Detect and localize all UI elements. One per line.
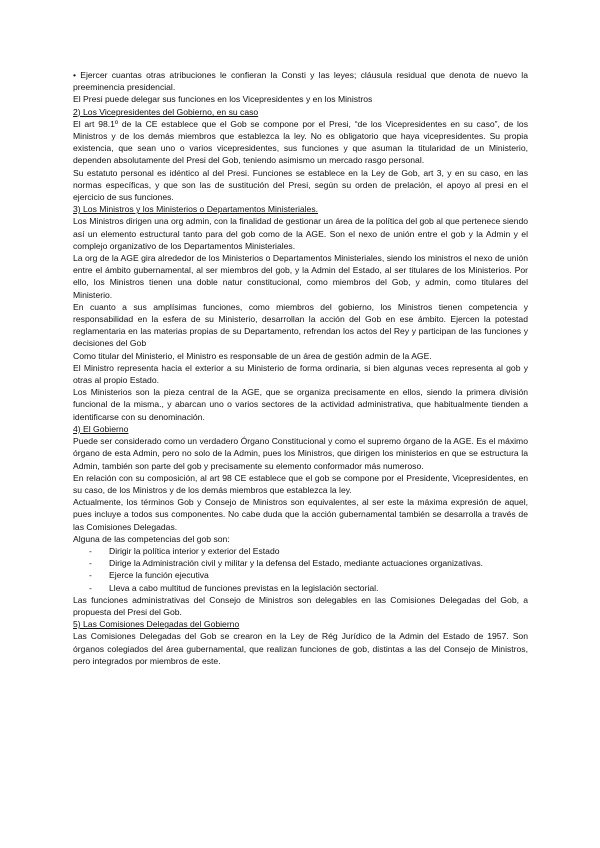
paragraph: Puede ser considerado como un verdadero Órgano Constitucional y como el supremo órgano de la AGE. Es el máximo órgano de esta Admin, pero no solo de la Admin, pues los Ministros, que dirigen los ministerios en que se estructura la Admin, también son parte del gob y precisamente su elemento conformador más numeroso. bbox=[73, 436, 528, 471]
paragraph: Los Ministros dirigen una org admin, con la finalidad de gestionar un área de la política del gob al que pertenece siendo así un elemento estructural tanto para del gob como de la AGE. Son el nexo de unión entre el gob y la Admin y el complejo organizativo de los Departamentos Ministeriales. bbox=[73, 216, 528, 251]
dash-bullet-icon: - bbox=[89, 558, 92, 569]
paragraph: Alguna de las competencias del gob son: bbox=[73, 533, 230, 544]
dash-bullet-icon: - bbox=[89, 545, 92, 556]
paragraph: • Ejercer cuantas otras atribuciones le confieran la Consti y las leyes; cláusula residual que denota de nuevo la preeminencia presidencial. bbox=[73, 70, 528, 93]
list-item bbox=[73, 545, 528, 557]
list-item-text: Lleva a cabo multitud de funciones previstas en la legislación sectorial. bbox=[109, 582, 379, 593]
paragraph: El Ministro representa hacia el exterior a su Ministerio de forma ordinaria, si bien algunas veces representa al gob y otras al propio Estado. bbox=[73, 362, 528, 386]
paragraph: Los Ministerios son la pieza central de la AGE, que se organiza precisamente en ellos, siendo la primera división funcional de la misma., y abarcan uno o varios sectores de la actividad administrativa, que habitualmente tienden a identificarse con su denominación. bbox=[73, 387, 528, 422]
section-heading-vicepresidentes: 2) Los Vicepresidentes del Gobierno, en su caso bbox=[73, 106, 259, 117]
list-item bbox=[73, 569, 528, 581]
paragraph: Su estatuto personal es idéntico al del Presi. Funciones se establece en la Ley de Gob, art 3, y en su caso, en las normas específicas, y que son las de sustitución del Presi, según su orden de prelación, el apoyo al presi en el ejercicio de sus funciones. bbox=[73, 167, 528, 203]
paragraph: Las Comisiones Delegadas del Gob se crearon en la Ley de Rég Jurídico de la Admin del Estado de 1957. Son órganos colegiados del área gubernamental, que realizan funciones de gob, distintas a las del Consejo de Ministros, pero integrados por miembros de este. bbox=[73, 631, 528, 666]
paragraph: El Presi puede delegar sus funciones en los Vicepresidentes y en los Ministros bbox=[73, 94, 373, 105]
paragraph: Actualmente, los términos Gob y Consejo de Ministros son equivalentes, al ser este la máxima expresión de aquel, pues incluye a todos sus componentes. No cabe duda que la acción gubernamental también se desarrolla a través de las Comisiones Delegadas. bbox=[73, 497, 528, 532]
dash-bullet-icon: - bbox=[89, 570, 92, 581]
paragraph: La org de la AGE gira alrededor de los Ministerios o Departamentos Ministeriales, siendo los ministros el nexo de unión entre el ámbito gubernamental, al ser miembros del gob, y la Admin del Estado, al ser titulares de los Ministerios. Por ello, los Ministros tienen una doble natur constitucional, como miembros del Gob, y admin, como titulares del Ministerio. bbox=[73, 253, 528, 300]
list-item bbox=[73, 582, 528, 594]
list-item bbox=[73, 557, 528, 569]
paragraph: Como titular del Ministerio, el Ministro es responsable de un área de gestión admin de la AGE. bbox=[73, 350, 432, 361]
section-heading-ministros: 3) Los Ministros y los Ministerios o Departamentos Ministeriales. bbox=[73, 204, 319, 215]
paragraph: En relación con su composición, al art 98 CE establece que el gob se compone por el Presidente, Vicepresidentes, en su caso, de los Ministros y de los demás miembros que establezca la ley. bbox=[73, 472, 528, 495]
paragraph: El art 98.1º de la CE establece que el Gob se compone por el Presi, “de los Vicepresidentes en su caso”, de los Ministros y de los demás miembros que establezca la ley. No es obligatorio que haya vicepresidentes. Su propia existencia, que sean uno o varios vicepresidentes, sus funciones y que asuman la titularidad de un Ministerio, dependen absolutamente del Presi del Gob, teniendo asimismo un mercado rasgo personal. bbox=[73, 118, 528, 166]
competencias-list bbox=[73, 545, 528, 594]
paragraph: En cuanto a sus amplísimas funciones, como miembros del gobierno, los Ministros tienen competencia y responsabilidad en la esfera de su Ministerio, desarrollan la acción del Gob en ese ámbito. Ejercen la potestad reglamentaria en las materias propias de su Departamento, refrendan los actos del Rey y participan de las funciones y decisiones del Gob bbox=[73, 301, 528, 349]
section-heading-comisiones: 5) Las Comisiones Delegadas del Gobierno bbox=[73, 619, 240, 630]
list-item-text: Dirigir la política interior y exterior del Estado bbox=[109, 545, 280, 556]
section-heading-gobierno: 4) El Gobierno bbox=[73, 423, 129, 434]
document-page bbox=[73, 69, 528, 667]
list-item-text: Ejerce la función ejecutiva bbox=[109, 570, 209, 581]
paragraph: Las funciones administrativas del Consejo de Ministros son delegables en las Comisiones Delegadas del Gob, a propuesta del Presi del Gob. bbox=[73, 594, 528, 617]
list-item-text: Dirige la Administración civil y militar y la defensa del Estado, mediante actuaciones organizativas. bbox=[109, 558, 484, 569]
dash-bullet-icon: - bbox=[89, 582, 92, 593]
